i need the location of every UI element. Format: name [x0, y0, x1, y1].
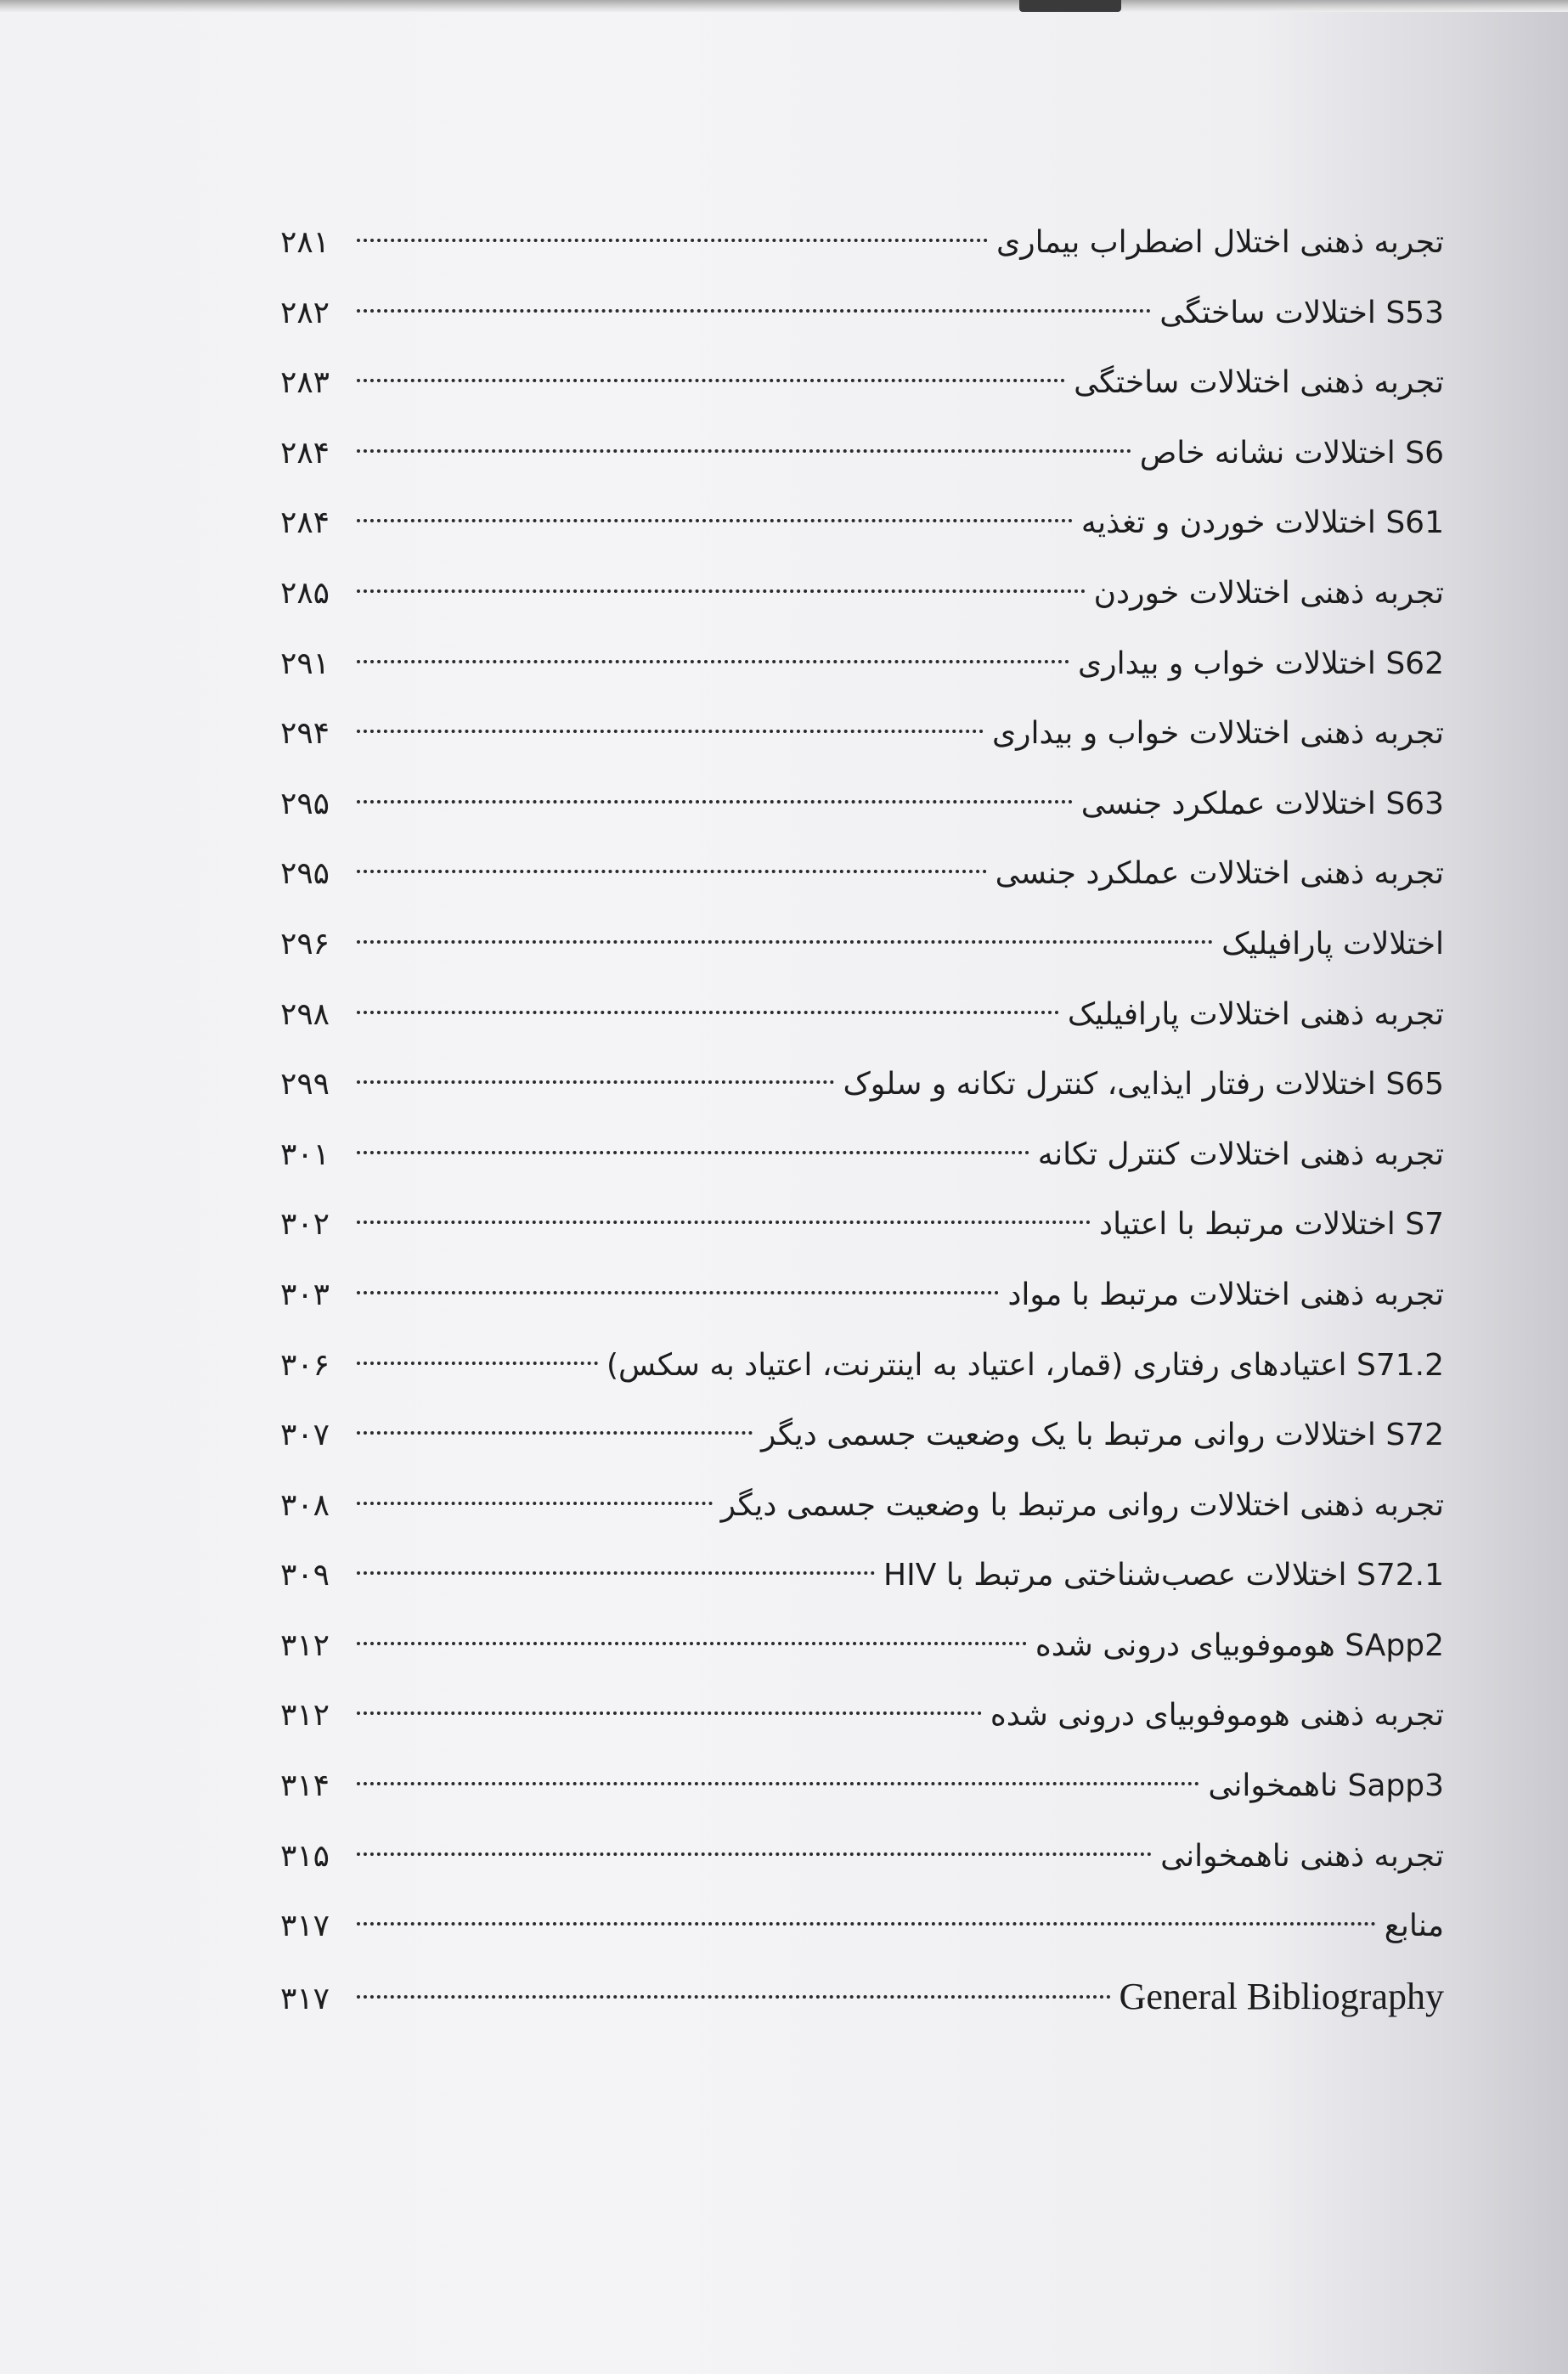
toc-leader-dots [357, 1362, 598, 1365]
toc-entry-page: ۳۰۶ [280, 1347, 330, 1383]
toc-entry [280, 1962, 1444, 2033]
toc-leader-dots [357, 730, 984, 733]
toc-entry-page: ۲۸۱ [280, 225, 330, 260]
toc-entry [280, 699, 1444, 770]
toc-leader-dots [357, 940, 1213, 944]
toc-entry-page: ۳۰۳ [280, 1277, 330, 1312]
toc-entry [280, 1260, 1444, 1331]
toc-leader-dots [357, 309, 1151, 313]
toc-entry-page: ۲۸۵ [280, 575, 330, 611]
toc-entry-page: ۳۰۹ [280, 1558, 330, 1593]
toc-entry-page: ۲۹۶ [280, 926, 330, 961]
toc-entry-page: ۳۰۱ [280, 1136, 330, 1172]
toc-entry-title: S7 اختلالات مرتبط با اعتیاد [1099, 1207, 1444, 1243]
toc-entry [280, 1120, 1444, 1191]
toc-entry-page: ۲۸۴ [280, 435, 330, 471]
toc-leader-dots [357, 1642, 1027, 1645]
toc-entry [280, 839, 1444, 910]
toc-entry [280, 1611, 1444, 1682]
table-of-contents [280, 208, 1444, 2032]
toc-entry-page: ۳۱۷ [280, 1981, 330, 2016]
toc-entry-page: ۲۸۲ [280, 295, 330, 330]
binding-clip [1019, 0, 1121, 12]
toc-entry-page: ۳۱۲ [280, 1627, 330, 1663]
toc-leader-dots [357, 379, 1065, 382]
toc-entry-title: S72.1 اختلالات عصب‌شناختی مرتبط با HIV [883, 1558, 1444, 1593]
toc-entry-title: تجربه ذهنی اختلالات پارافیلیک [1067, 996, 1444, 1032]
toc-leader-dots [357, 589, 1086, 593]
toc-leader-dots [357, 1995, 1111, 1999]
toc-entry-title: تجربه ذهنی اختلالات مرتبط با مواد [1007, 1277, 1444, 1312]
toc-entry [280, 279, 1444, 349]
toc-entry-title: تجربه ذهنی اختلالات عملکرد جنسی [995, 856, 1444, 892]
toc-leader-dots [357, 1221, 1091, 1224]
toc-entry-title: S65 اختلالات رفتار ایذایی، کنترل تکانه و سلوک [843, 1067, 1444, 1102]
toc-leader-dots [357, 1782, 1199, 1785]
toc-leader-dots [357, 870, 987, 873]
toc-entry [280, 1401, 1444, 1471]
toc-entry-title: S63 اختلالات عملکرد جنسی [1080, 786, 1444, 821]
toc-leader-dots [357, 1852, 1152, 1856]
toc-entry-page: ۳۰۲ [280, 1207, 330, 1243]
toc-entry [280, 348, 1444, 419]
toc-entry-title: S72 اختلالات روانی مرتبط با یک وضعیت جسمی دیگر [761, 1418, 1444, 1453]
toc-entry-title: تجربه ذهنی اختلالات خوردن [1093, 575, 1444, 611]
toc-leader-dots [357, 1151, 1029, 1154]
toc-entry [280, 208, 1444, 279]
toc-entry-title: اختلالات پارافیلیک [1221, 926, 1444, 961]
toc-entry-title: S62 اختلالات خواب و بیداری [1078, 646, 1444, 681]
toc-entry [280, 1471, 1444, 1542]
toc-entry [280, 1681, 1444, 1751]
toc-leader-dots [357, 449, 1131, 453]
toc-entry-title: S53 اختلالات ساختگی [1159, 295, 1444, 330]
toc-entry [280, 629, 1444, 700]
toc-leader-dots [357, 1080, 834, 1084]
toc-entry-title: تجربه ذهنی اختلالات ساختگی [1074, 365, 1444, 401]
toc-entry-title: تجربه ذهنی ناهمخوانی [1160, 1838, 1444, 1874]
toc-entry-page: ۳۰۸ [280, 1487, 330, 1523]
toc-leader-dots [357, 1291, 999, 1294]
toc-entry [280, 1050, 1444, 1120]
toc-entry [280, 910, 1444, 980]
toc-entry-page: ۲۹۵ [280, 856, 330, 892]
toc-entry-title: General Bibliography [1119, 1975, 1444, 2017]
toc-entry-title: تجربه ذهنی اختلالات خواب و بیداری [991, 716, 1444, 752]
toc-leader-dots [357, 519, 1073, 522]
toc-entry-page: ۳۱۵ [280, 1838, 330, 1874]
toc-entry-title: تجربه ذهنی اختلال اضطراب بیماری [996, 225, 1444, 260]
toc-entry [280, 980, 1444, 1051]
toc-entry-page: ۳۱۷ [280, 1909, 330, 1944]
toc-entry [280, 559, 1444, 629]
toc-entry-title: تجربه ذهنی اختلالات روانی مرتبط با وضعیت جسمی دیگر [720, 1487, 1444, 1523]
toc-entry [280, 419, 1444, 489]
toc-entry-page: ۳۱۴ [280, 1768, 330, 1804]
toc-leader-dots [357, 1922, 1376, 1926]
toc-entry-title: منابع [1384, 1909, 1444, 1944]
toc-entry-title: S71.2 اعتیادهای رفتاری (قمار، اعتیاد به اینترنت، اعتیاد به سکس) [606, 1347, 1444, 1383]
toc-entry [280, 488, 1444, 559]
toc-leader-dots [357, 1711, 982, 1715]
toc-entry-title: تجربه ذهنی هوموفوبیای درونی شده [990, 1698, 1444, 1734]
toc-entry-page: ۳۰۷ [280, 1418, 330, 1453]
page-top-edge [0, 0, 1568, 12]
toc-entry-page: ۲۸۳ [280, 365, 330, 401]
toc-leader-dots [357, 660, 1069, 663]
toc-leader-dots [357, 1011, 1059, 1014]
toc-entry [280, 1892, 1444, 1962]
toc-entry-title: S61 اختلالات خوردن و تغذیه [1080, 505, 1444, 541]
toc-entry-title: S6 اختلالات نشانه خاص [1139, 435, 1444, 471]
toc-entry-page: ۲۸۴ [280, 505, 330, 541]
toc-leader-dots [357, 1571, 875, 1575]
toc-entry-page: ۲۹۱ [280, 646, 330, 681]
toc-entry [280, 1751, 1444, 1822]
toc-entry-page: ۲۹۹ [280, 1067, 330, 1102]
toc-leader-dots [357, 1431, 753, 1435]
toc-entry [280, 1190, 1444, 1260]
toc-entry [280, 770, 1444, 840]
toc-leader-dots [357, 239, 988, 242]
toc-leader-dots [357, 800, 1073, 804]
toc-entry-page: ۲۹۵ [280, 786, 330, 821]
toc-entry [280, 1822, 1444, 1892]
toc-entry [280, 1541, 1444, 1611]
toc-entry-title: Sapp3 ناهمخوانی [1208, 1768, 1444, 1804]
toc-entry-page: ۳۱۲ [280, 1698, 330, 1734]
toc-entry-title: SApp2 هوموفوبیای درونی شده [1035, 1627, 1444, 1663]
toc-entry [280, 1331, 1444, 1401]
toc-entry-title: تجربه ذهنی اختلالات کنترل تکانه [1037, 1136, 1444, 1172]
toc-leader-dots [357, 1502, 713, 1505]
toc-entry-page: ۲۹۸ [280, 996, 330, 1032]
toc-entry-page: ۲۹۴ [280, 716, 330, 752]
